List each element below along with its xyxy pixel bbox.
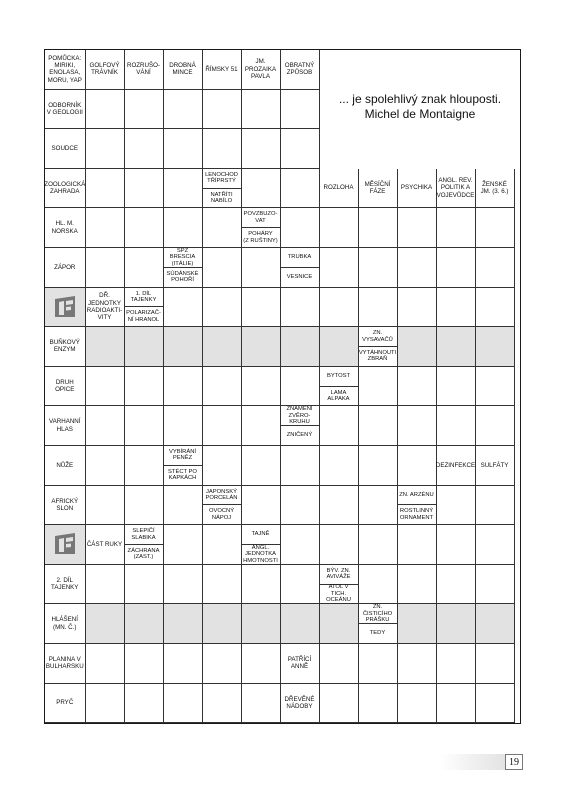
grid-cell[interactable]	[203, 208, 242, 248]
grid-cell[interactable]	[437, 525, 476, 565]
crossword-grid	[44, 49, 521, 724]
grid-cell[interactable]	[242, 129, 281, 169]
prozaik-clue: JM. PROZAIKA PAVLA	[242, 50, 281, 90]
grid-cell[interactable]	[242, 565, 281, 605]
grid-cell[interactable]	[398, 248, 437, 288]
grid-cell[interactable]	[86, 327, 125, 367]
grid-cell[interactable]	[398, 644, 437, 684]
grid-cell[interactable]	[281, 525, 320, 565]
left-clue-3: ZOOLOGICKÁ ZAHRADA	[45, 169, 86, 209]
dezinfekce-clue: DEZINFEKCE	[437, 446, 476, 486]
grid-cell[interactable]	[320, 327, 359, 367]
grid-cell[interactable]	[476, 248, 515, 288]
cast-ruky-clue: ČÁST RUKY	[86, 525, 125, 565]
tajenka-logo-icon	[45, 525, 86, 565]
grid-cell[interactable]	[281, 565, 320, 605]
grid-cell[interactable]	[203, 248, 242, 288]
grid-cell[interactable]	[86, 684, 125, 724]
grid-cell[interactable]	[203, 367, 242, 407]
grid-cell[interactable]	[164, 288, 203, 328]
rimsky-51-clue: ŘÍMSKY 51	[203, 50, 242, 90]
sudanske-clue: SÚDÁNSKÉ POHOŘÍ	[164, 268, 203, 288]
grid-cell[interactable]	[320, 684, 359, 724]
grid-cell[interactable]	[359, 644, 398, 684]
grid-cell[interactable]	[86, 406, 125, 446]
grid-cell[interactable]	[437, 604, 476, 644]
grid-cell[interactable]	[125, 367, 164, 407]
drobna-mince-clue: DROBNÁ MINCE	[164, 50, 203, 90]
grid-cell[interactable]	[203, 288, 242, 328]
grid-cell[interactable]	[281, 129, 320, 169]
grid-cell[interactable]	[125, 565, 164, 605]
grid-cell[interactable]	[281, 327, 320, 367]
grid-cell[interactable]	[437, 208, 476, 248]
mesicni-faze-clue: MĚSÍČNÍ FÁZE	[359, 169, 398, 209]
grid-cell[interactable]	[437, 406, 476, 446]
grid-cell[interactable]	[203, 90, 242, 130]
grid-cell[interactable]	[320, 644, 359, 684]
grid-cell[interactable]	[359, 486, 398, 526]
grid-cell[interactable]	[320, 248, 359, 288]
quote-line-2: Michel de Montaigne	[364, 107, 476, 121]
angl-politik-clue: ANGL. REV. POLITIK A VOJEVŮDCE	[437, 169, 476, 209]
grid-cell[interactable]	[437, 486, 476, 526]
grid-cell[interactable]	[164, 327, 203, 367]
grid-cell[interactable]	[164, 367, 203, 407]
grid-cell[interactable]	[86, 90, 125, 130]
grid-cell[interactable]	[359, 565, 398, 605]
left-clue-4: HL. M. NORSKA	[45, 208, 86, 248]
grid-cell[interactable]	[203, 525, 242, 565]
page-number: 19	[505, 754, 523, 770]
slepici-clue: SLEPIČÍ SLABIKA	[125, 525, 164, 545]
grid-cell[interactable]	[476, 367, 515, 407]
grid-cell[interactable]	[164, 565, 203, 605]
grid-cell[interactable]	[203, 644, 242, 684]
tajenka-1-clue: 1. DÍL TAJENKY	[125, 288, 164, 308]
grid-cell[interactable]	[164, 90, 203, 130]
ovocny-clue: OVOCNÝ NÁPOJ	[203, 505, 242, 525]
grid-cell[interactable]	[476, 644, 515, 684]
grid-cell[interactable]	[476, 525, 515, 565]
zn-cisticiho-clue: ZN. ČISTICÍHO PRÁŠKU	[359, 604, 398, 624]
tajenka-logo-icon	[45, 288, 86, 328]
grid-cell[interactable]	[476, 208, 515, 248]
grid-cell[interactable]	[281, 208, 320, 248]
grid-cell[interactable]	[86, 604, 125, 644]
grid-cell[interactable]	[164, 486, 203, 526]
grid-cell[interactable]	[398, 684, 437, 724]
grid-cell[interactable]	[242, 367, 281, 407]
trubka-clue: TRUBKA	[281, 248, 320, 268]
grid-cell[interactable]	[86, 446, 125, 486]
japonsky-clue: JAPONSKÝ PORCELÁN	[203, 486, 242, 506]
grid-cell[interactable]	[86, 169, 125, 209]
vybirani-clue: VYBÍRÁNÍ PENĚZ	[164, 446, 203, 466]
zachrana-clue: ZÁCHRANA (ZAST.)	[125, 545, 164, 565]
grid-cell[interactable]	[242, 446, 281, 486]
left-clue-14: HLÁŠENÍ (MN. Č.)	[45, 604, 86, 644]
lenochod-clue: LENOCHOD TŘÍPRSTÝ	[203, 169, 242, 189]
grid-cell[interactable]	[437, 367, 476, 407]
grid-cell[interactable]	[242, 486, 281, 526]
bytost-clue: BYTOST	[320, 367, 359, 387]
grid-cell[interactable]	[398, 525, 437, 565]
grid-cell[interactable]	[242, 288, 281, 328]
quote	[325, 92, 515, 122]
grid-cell[interactable]	[164, 684, 203, 724]
grid-cell[interactable]	[476, 486, 515, 526]
grid-cell[interactable]	[281, 367, 320, 407]
grid-cell[interactable]	[86, 565, 125, 605]
zenske-jm-clue: ŽENSKÉ JM. (3. 6.)	[476, 169, 515, 209]
left-clue-8: DRUH OPICE	[45, 367, 86, 407]
grid-cell[interactable]	[281, 169, 320, 209]
natriti-clue: NATŘÍTI NABÍLO	[203, 189, 242, 209]
grid-cell[interactable]	[398, 565, 437, 605]
grid-cell[interactable]	[476, 565, 515, 605]
grid-cell[interactable]	[281, 288, 320, 328]
grid-cell[interactable]	[125, 129, 164, 169]
grid-cell[interactable]	[125, 684, 164, 724]
grid-cell[interactable]	[320, 406, 359, 446]
grid-cell[interactable]	[125, 604, 164, 644]
grid-cell[interactable]	[125, 446, 164, 486]
grid-cell[interactable]	[164, 644, 203, 684]
grid-cell[interactable]	[86, 208, 125, 248]
grid-cell[interactable]	[476, 327, 515, 367]
znameni-clue: ZNAMENÍ ZVĚRO- KRUHU	[281, 406, 320, 426]
grid-cell[interactable]	[281, 446, 320, 486]
quote-line-1: ... je spolehlivý znak hlouposti.	[338, 92, 502, 106]
lama-clue: LAMA ALPAKA	[320, 387, 359, 407]
grid-cell[interactable]	[476, 604, 515, 644]
sulfaty-clue: SULFÁTY	[476, 446, 515, 486]
grid-cell[interactable]	[164, 406, 203, 446]
left-clue-7: BUŇKOVÝ ENZYM	[45, 327, 86, 367]
left-clue-9: VARHANNÍ HLAS	[45, 406, 86, 446]
left-clue-16: PRYČ	[45, 684, 86, 724]
grid-cell[interactable]	[281, 486, 320, 526]
grid-cell[interactable]	[203, 406, 242, 446]
grid-cell[interactable]	[86, 644, 125, 684]
grid-cell[interactable]	[320, 486, 359, 526]
grid-cell[interactable]	[359, 684, 398, 724]
grid-cell[interactable]	[476, 288, 515, 328]
grid-cell[interactable]	[437, 288, 476, 328]
left-clue-15: PLANINA V BULHARSKU	[45, 644, 86, 684]
polarizacni-clue: POLARIZAČ- NÍ HRANOL	[125, 307, 164, 327]
grid-cell[interactable]	[86, 367, 125, 407]
dr-jednotky-clue: DŘ. JEDNOTKY RADIOAKTI- VITY	[86, 288, 125, 328]
grid-cell[interactable]	[359, 208, 398, 248]
grid-cell[interactable]	[398, 367, 437, 407]
grid-cell[interactable]	[398, 446, 437, 486]
grid-cell[interactable]	[281, 604, 320, 644]
hint-clue: POMŮCKA: MIRIKI, ENOLASA, MORU, YAP	[45, 50, 86, 90]
dreveny-clue: DŘEVĚNÉ NÁDOBY	[281, 684, 320, 724]
left-clue-5: ZÁPOR	[45, 248, 86, 288]
grid-cell[interactable]	[320, 446, 359, 486]
grid-cell[interactable]	[242, 90, 281, 130]
angl-jednotka-clue: ANGL. JEDNOTKA HMOTNOSTI	[242, 545, 281, 565]
grid-cell[interactable]	[86, 129, 125, 169]
zniceny-clue: ZNIČENÝ	[281, 426, 320, 446]
left-clue-13: 2. DÍL TAJENKY	[45, 565, 86, 605]
grid-cell[interactable]	[125, 486, 164, 526]
left-clue-1: ODBORNÍK V GEOLOGII	[45, 90, 86, 130]
grid-cell[interactable]	[242, 684, 281, 724]
zn-arzenu-clue: ZN. ARZÉNU	[398, 486, 437, 506]
grid-cell[interactable]	[125, 644, 164, 684]
grid-cell[interactable]	[320, 604, 359, 644]
obratny-zpusob-clue: OBRATNÝ ZPŮSOB	[281, 50, 320, 90]
grid-cell[interactable]	[359, 446, 398, 486]
byv-zn-clue: BÝV. ZN. AVIVÁŽE	[320, 565, 359, 585]
left-clue-11: AFRICKÝ SLON	[45, 486, 86, 526]
grid-cell[interactable]	[437, 327, 476, 367]
rozrusovani-clue: ROZRUŠO- VÁNÍ	[125, 50, 164, 90]
grid-cell[interactable]	[359, 525, 398, 565]
vytahnouti-clue: VYTÁHNOUTI ZBRAŇ	[359, 347, 398, 367]
povzbuzovat-clue: POVZBUZO- VAT	[242, 208, 281, 228]
grid-cell[interactable]	[398, 604, 437, 644]
grid-cell[interactable]	[476, 406, 515, 446]
grid-cell[interactable]	[242, 327, 281, 367]
grid-cell[interactable]	[164, 129, 203, 169]
grid-cell[interactable]	[164, 525, 203, 565]
grid-cell[interactable]	[203, 446, 242, 486]
grid-cell[interactable]	[398, 208, 437, 248]
grid-cell[interactable]	[359, 367, 398, 407]
tajne-clue: TAJNĚ	[242, 525, 281, 545]
psychika-clue: PSYCHIKA	[398, 169, 437, 209]
grid-cell[interactable]	[242, 644, 281, 684]
grid-cell[interactable]	[125, 248, 164, 288]
grid-cell[interactable]	[242, 248, 281, 288]
grid-cell[interactable]	[203, 129, 242, 169]
rostlinny-clue: ROSTLINNÝ ORNAMENT	[398, 505, 437, 525]
tedy-clue: TEDY	[359, 624, 398, 644]
grid-cell[interactable]	[281, 90, 320, 130]
grid-cell[interactable]	[242, 406, 281, 446]
grid-cell[interactable]	[164, 604, 203, 644]
vesnice-clue: VESNICE	[281, 268, 320, 288]
stect-clue: STÉCT PO KAPKÁCH	[164, 466, 203, 486]
atol-clue: ATOL V TICH. OCEÁNU	[320, 585, 359, 605]
grid-cell[interactable]	[203, 604, 242, 644]
grid-cell[interactable]	[203, 327, 242, 367]
grid-cell[interactable]	[164, 208, 203, 248]
grid-cell[interactable]	[125, 327, 164, 367]
grid-cell[interactable]	[125, 169, 164, 209]
grid-cell[interactable]	[320, 525, 359, 565]
patrici-clue: PATŘÍCÍ ANNĚ	[281, 644, 320, 684]
grid-cell[interactable]	[437, 565, 476, 605]
grid-cell[interactable]	[398, 327, 437, 367]
zn-vysavacu-clue: ZN. VYSAVAČŮ	[359, 327, 398, 347]
grid-cell[interactable]	[203, 684, 242, 724]
grid-cell[interactable]	[359, 288, 398, 328]
grid-cell[interactable]	[320, 288, 359, 328]
grid-cell[interactable]	[125, 90, 164, 130]
grid-cell[interactable]	[125, 406, 164, 446]
grid-cell[interactable]	[359, 406, 398, 446]
grid-cell[interactable]	[359, 248, 398, 288]
grid-cell[interactable]	[476, 684, 515, 724]
grid-cell[interactable]	[398, 288, 437, 328]
grid-cell[interactable]	[398, 406, 437, 446]
grid-cell[interactable]	[242, 604, 281, 644]
grid-cell[interactable]	[164, 169, 203, 209]
grid-cell[interactable]	[320, 208, 359, 248]
grid-cell[interactable]	[203, 565, 242, 605]
golf-clue: GOLFOVÝ TRÁVNÍK	[86, 50, 125, 90]
left-clue-10: NŮŽE	[45, 446, 86, 486]
spz-clue: SPZ BRESCIA (ITÁLIE)	[164, 248, 203, 268]
grid-cell[interactable]	[86, 486, 125, 526]
grid-cell[interactable]	[242, 169, 281, 209]
grid-cell[interactable]	[437, 684, 476, 724]
grid-cell[interactable]	[437, 644, 476, 684]
pohary-clue: POHÁRY (Z RUŠTINY)	[242, 228, 281, 248]
rozloha-clue: ROZLOHA	[320, 169, 359, 209]
grid-cell[interactable]	[86, 248, 125, 288]
grid-cell[interactable]	[125, 208, 164, 248]
grid-cell[interactable]	[437, 248, 476, 288]
left-clue-2: SOUDCE	[45, 129, 86, 169]
